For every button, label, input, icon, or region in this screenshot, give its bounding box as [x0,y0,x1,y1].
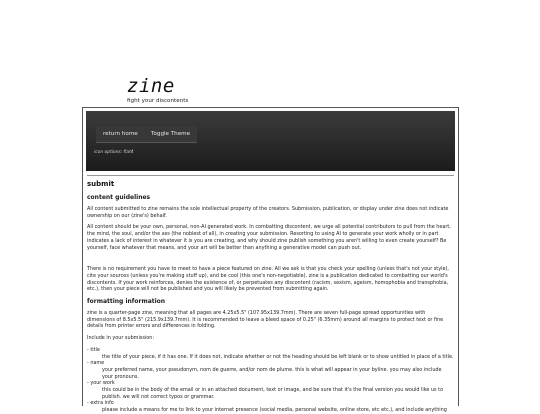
divider [87,175,454,176]
nav-note: icon options: flat4 [94,150,134,155]
checklist-term: - title [87,346,100,353]
site-title: zine [127,75,175,97]
main-frame [82,107,459,414]
checklist-desc: your preferred name, your pseudonym, nom de guerre, and/or nom de plume. this is what will appear in your byline. you may also include your pronouns. [102,366,442,380]
checklist-term: - your work [87,380,115,387]
site-tagline: fight your discontents [127,98,189,104]
site-header [127,76,188,104]
nav-panel [86,111,455,171]
content-guidelines-heading: content guidelines [87,194,151,201]
toggle-theme-button[interactable]: Toggle Theme [144,126,197,143]
include-intro: Include in your submission: [87,335,154,342]
submission-checklist [87,347,454,414]
formatting-heading: formatting information [87,298,166,306]
page-title: submit [87,180,115,188]
formatting-paragraph: zine is a quarter-page zine, meaning that all pages are 4.25x5.5" (107.95x139.7mm). There are seven full-page spread opportunities with dimensions of 8.5x5.5" (215.9x139.7mm). It is recommended to leave a bleed space of 0.25" (6.35mm) around all margins to protect text or fine details from printer errors and differences in folding. [87,310,444,330]
checklist-term: - name [87,360,105,367]
checklist-desc: this could be in the body of the email or in an attached document, text or image, and be sure that it's the final version you would like us to publish. we will not correct typos or grammar. [102,387,444,400]
checklist-desc: please include a means for me to link to your internet presence (social media, personal website, online store, etc etc.), and include anything [102,407,447,414]
page-content [87,175,454,414]
guidelines-paragraph-1: All content submitted to zine remains the sole intellectual property of the creators. Submission, publication, or display under zine does not indicate ownership on our (zine's) behalf. [87,206,449,219]
checklist-term: - extra info [87,400,114,407]
guidelines-paragraph-3: There is no requirement you have to meet to have a piece featured on zine. All we ask is that you check your spelling (unless that's not your style), cite your sources (unless you're making stuff up), and be cool (this one's non-negotiable). zine is a publication dedicated to combatting our world's discontents. If your work reinforces, denies the existence of, or perpetuates any discontent (racism, sexism, ageism, homophobia and transphobia, etc.), then your piece will not be published and you will likely be prevented from submitting again. [87,266,449,293]
checklist-desc: the title of your piece, if it has one. If it does not, indicate whether or not the heading should be left blank or to show untitled in place of a title. [102,353,454,360]
return-home-button[interactable]: return home [96,126,145,143]
guidelines-paragraph-2: All content should be your own, personal, non-AI generated work. In combatting discontent, we urge all potential contributors to pull from the heart, the mind, the soul, and/or the ass (the noblest of all), in creating your submission. Resorting to using AI to generate your work wholly or in part indicates a lack of interest in whatever it is you are creating, and why should zine publish something you aren't willing to even create yourself? Be yourself, face whatever that means, and your art will be better than anything a generative model can push out. [87,224,451,251]
